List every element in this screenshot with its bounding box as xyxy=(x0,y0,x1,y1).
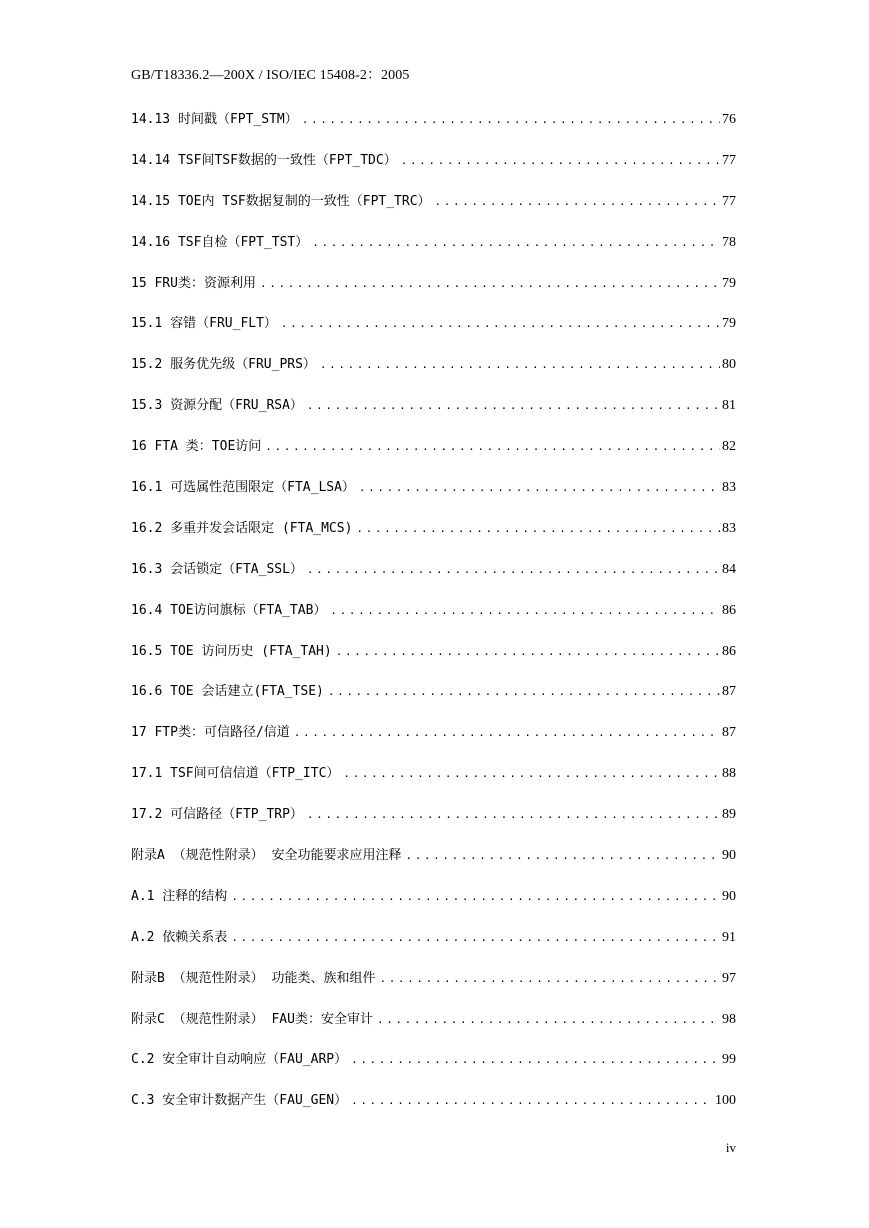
toc-page-number: 87 xyxy=(722,684,736,700)
toc-entry-title: C.3 安全审计数据产生（FAU_GEN） xyxy=(131,1093,348,1109)
toc-page-number: 89 xyxy=(722,807,736,823)
toc-entry-title: 16 FTA 类：TOE访问 xyxy=(131,439,262,455)
toc-leader-dots xyxy=(302,113,720,126)
toc-entry-title: 附录C （规范性附录） FAU类：安全审计 xyxy=(131,1011,373,1027)
toc-entry[interactable] xyxy=(131,967,736,1008)
toc-entry[interactable] xyxy=(131,1008,736,1049)
toc-entry-title: 15.3 资源分配（FRU_RSA） xyxy=(131,398,303,414)
toc-entry[interactable] xyxy=(131,762,736,803)
toc-entry-title: 17 FTP类：可信路径/信道 xyxy=(131,725,290,741)
toc-page-number: 81 xyxy=(722,398,736,414)
toc-leader-dots xyxy=(356,522,720,535)
toc-entry[interactable] xyxy=(131,108,736,149)
toc-page-number: 77 xyxy=(722,152,736,168)
toc-leader-dots xyxy=(231,890,720,903)
toc-entry-title: 17.1 TSF间可信信道（FTP_ITC） xyxy=(131,766,340,782)
toc-page-number: 87 xyxy=(722,725,736,741)
toc-leader-dots xyxy=(379,972,720,985)
toc-entry-title: A.2 依赖关系表 xyxy=(131,929,228,945)
toc-entry[interactable] xyxy=(131,190,736,231)
toc-entry-title: 16.5 TOE 访问历史 (FTA_TAH) xyxy=(131,643,332,659)
toc-entry[interactable] xyxy=(131,231,736,272)
document-header: GB/T18336.2—200X / ISO/IEC 15408-2：2005 xyxy=(131,68,410,83)
toc-leader-dots xyxy=(330,604,720,617)
toc-page-number: 78 xyxy=(722,234,736,250)
toc-entry[interactable] xyxy=(131,394,736,435)
toc-entry-title: 附录A （规范性附录） 安全功能要求应用注释 xyxy=(131,848,402,864)
toc-entry-title: 16.3 会话锁定（FTA_SSL） xyxy=(131,561,303,577)
toc-entry-title: C.2 安全审计自动响应（FAU_ARP） xyxy=(131,1052,348,1068)
toc-page-number: 82 xyxy=(722,439,736,455)
toc-leader-dots xyxy=(351,1053,720,1066)
toc-page-number: 83 xyxy=(722,520,736,536)
toc-leader-dots xyxy=(265,440,720,453)
page-number: iv xyxy=(725,1140,736,1155)
toc-leader-dots xyxy=(351,1094,713,1107)
toc-leader-dots xyxy=(281,317,720,330)
toc-leader-dots xyxy=(260,277,720,290)
toc-leader-dots xyxy=(312,236,720,249)
toc-page-number: 100 xyxy=(715,1093,736,1109)
toc-leader-dots xyxy=(401,154,720,167)
toc-entry[interactable] xyxy=(131,599,736,640)
toc-leader-dots xyxy=(435,195,720,208)
toc-leader-dots xyxy=(336,645,720,658)
toc-leader-dots xyxy=(377,1013,720,1026)
toc-page-number: 91 xyxy=(722,929,736,945)
toc-leader-dots xyxy=(307,563,720,576)
toc-leader-dots xyxy=(343,767,720,780)
toc-leader-dots xyxy=(359,481,720,494)
toc-leader-dots xyxy=(328,685,720,698)
toc-entry-title: 15 FRU类：资源利用 xyxy=(131,275,256,291)
toc-entry-title: 16.2 多重并发会话限定 (FTA_MCS) xyxy=(131,520,353,536)
toc-entry-title: 17.2 可信路径（FTP_TRP） xyxy=(131,807,303,823)
toc-page-number: 80 xyxy=(722,357,736,373)
toc-entry-title: 附录B （规范性附录） 功能类、族和组件 xyxy=(131,970,376,986)
toc-entry[interactable] xyxy=(131,680,736,721)
toc-entry-title: 15.2 服务优先级（FRU_PRS） xyxy=(131,357,316,373)
toc-entry-title: 14.15 TOE内 TSF数据复制的一致性（FPT_TRC） xyxy=(131,193,431,209)
toc-page-number: 84 xyxy=(722,561,736,577)
toc-page-number: 86 xyxy=(722,602,736,618)
toc-leader-dots xyxy=(320,358,720,371)
toc-page-number: 90 xyxy=(722,848,736,864)
toc-page-number: 83 xyxy=(722,480,736,496)
toc-entry-title: 15.1 容错（FRU_FLT） xyxy=(131,316,277,332)
toc-page-number: 88 xyxy=(722,766,736,782)
toc-page-number: 86 xyxy=(722,643,736,659)
toc-entry[interactable] xyxy=(131,885,736,926)
toc-leader-dots xyxy=(231,931,720,944)
toc-leader-dots xyxy=(307,808,720,821)
toc-entry-title: 14.16 TSF自检（FPT_TST） xyxy=(131,234,309,250)
toc-entry[interactable] xyxy=(131,353,736,394)
toc-entry[interactable] xyxy=(131,640,736,681)
toc-entry[interactable] xyxy=(131,1089,736,1130)
toc-entry[interactable] xyxy=(131,272,736,313)
table-of-contents xyxy=(131,108,736,1130)
toc-entry[interactable] xyxy=(131,926,736,967)
toc-entry[interactable] xyxy=(131,558,736,599)
toc-entry[interactable] xyxy=(131,1048,736,1089)
toc-entry[interactable] xyxy=(131,476,736,517)
toc-entry-title: A.1 注释的结构 xyxy=(131,888,228,904)
toc-entry-title: 14.13 时间戳（FPT_STM） xyxy=(131,112,298,127)
toc-entry-title: 14.14 TSF间TSF数据的一致性（FPT_TDC） xyxy=(131,152,397,168)
toc-entry[interactable] xyxy=(131,517,736,558)
toc-leader-dots xyxy=(405,849,720,862)
toc-entry[interactable] xyxy=(131,435,736,476)
toc-entry-title: 16.6 TOE 会话建立(FTA_TSE) xyxy=(131,684,324,700)
toc-page-number: 97 xyxy=(722,970,736,986)
toc-page-number: 77 xyxy=(722,193,736,209)
toc-entry-title: 16.4 TOE访问旗标（FTA_TAB） xyxy=(131,602,327,618)
toc-leader-dots xyxy=(307,399,720,412)
toc-leader-dots xyxy=(294,726,720,739)
toc-page-number: 90 xyxy=(722,888,736,904)
toc-entry[interactable] xyxy=(131,844,736,885)
toc-entry-title: 16.1 可选属性范围限定（FTA_LSA） xyxy=(131,480,355,496)
toc-entry[interactable] xyxy=(131,312,736,353)
toc-page-number: 76 xyxy=(722,112,736,127)
toc-entry[interactable] xyxy=(131,721,736,762)
toc-entry[interactable] xyxy=(131,149,736,190)
toc-page-number: 98 xyxy=(722,1011,736,1027)
toc-page-number: 79 xyxy=(722,275,736,291)
toc-page-number: 99 xyxy=(722,1052,736,1068)
toc-entry[interactable] xyxy=(131,803,736,844)
toc-page-number: 79 xyxy=(722,316,736,332)
